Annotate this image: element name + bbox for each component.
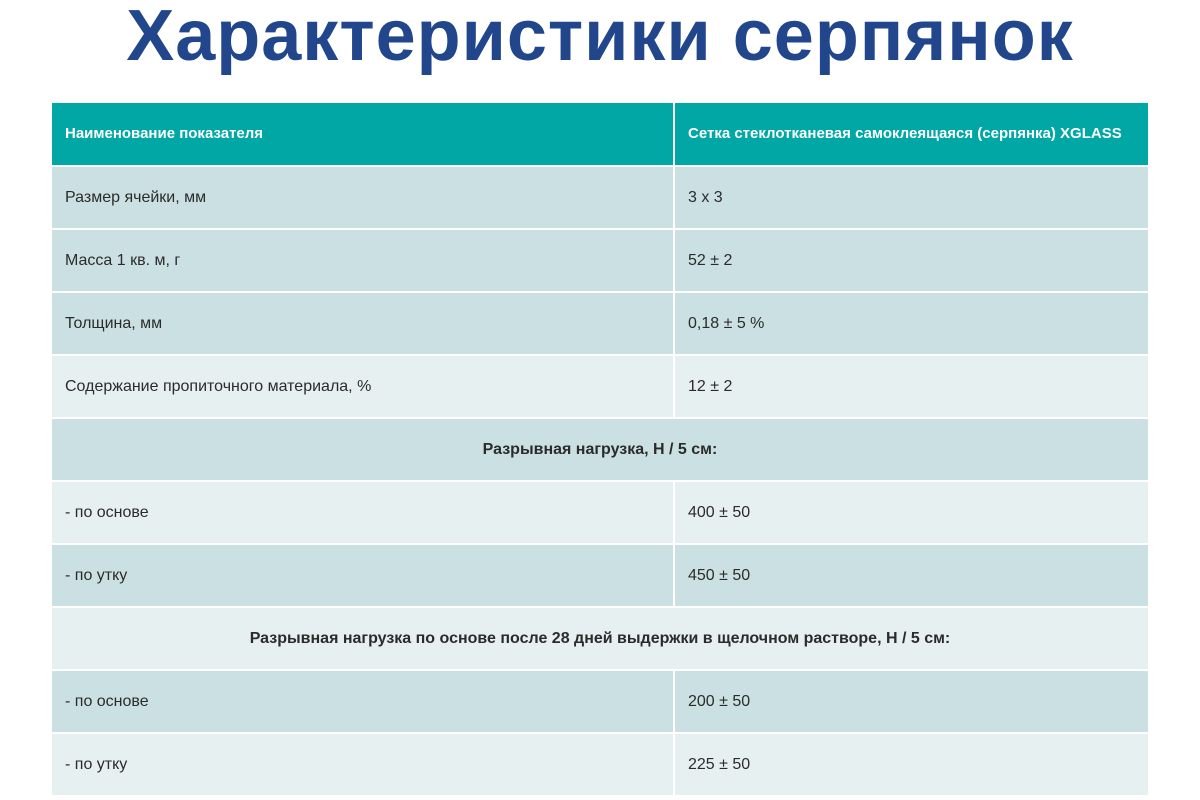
row-label: - по утку [52, 734, 675, 797]
header-col-product: Сетка стеклотканевая самоклеящаяся (серпянка) XGLASS [675, 103, 1148, 167]
row-label: - по основе [52, 482, 675, 545]
section-row [52, 608, 1148, 671]
row-value: 225 ± 50 [675, 734, 1148, 797]
row-value: 200 ± 50 [675, 671, 1148, 734]
row-label: - по утку [52, 545, 675, 608]
row-value: 0,18 ± 5 % [675, 293, 1148, 356]
section-label: Разрывная нагрузка по основе после 28 дней выдержки в щелочном растворе, Н / 5 см: [52, 608, 1148, 671]
row-value: 52 ± 2 [675, 230, 1148, 293]
row-value: 3 x 3 [675, 167, 1148, 230]
header-col-indicator: Наименование показателя [52, 103, 675, 167]
table-row [52, 482, 1148, 545]
section-label: Разрывная нагрузка, Н / 5 см: [52, 419, 1148, 482]
row-label: Размер ячейки, мм [52, 167, 675, 230]
table-row [52, 356, 1148, 419]
row-label: Толщина, мм [52, 293, 675, 356]
row-label: Содержание пропиточного материала, % [52, 356, 675, 419]
row-label: - по основе [52, 671, 675, 734]
row-value: 12 ± 2 [675, 356, 1148, 419]
row-value: 450 ± 50 [675, 545, 1148, 608]
table-row [52, 293, 1148, 356]
page-title: Характеристики серпянок [126, 0, 1074, 76]
table-row [52, 671, 1148, 734]
specs-table [52, 103, 1148, 797]
row-label: Масса 1 кв. м, г [52, 230, 675, 293]
table-row [52, 230, 1148, 293]
table-row [52, 734, 1148, 797]
table-row [52, 545, 1148, 608]
table-row [52, 167, 1148, 230]
section-row [52, 419, 1148, 482]
row-value: 400 ± 50 [675, 482, 1148, 545]
table-header-row [52, 103, 1148, 167]
